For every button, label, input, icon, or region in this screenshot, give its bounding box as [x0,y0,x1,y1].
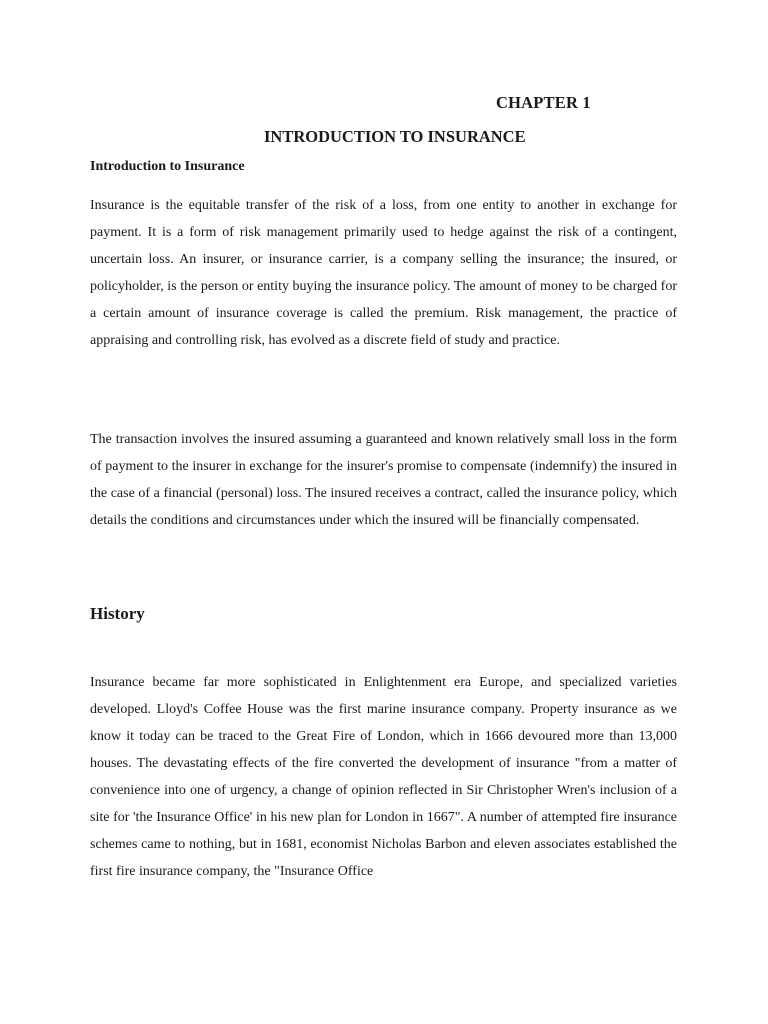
intro-paragraph-2: The transaction involves the insured assuming a guaranteed and known relatively small loss in the form of payment to the insurer in exchange for the insurer's promise to compensate (indemnify) the insured in the case of a financial (personal) loss. The insured receives a contract, called the insurance policy, which details the conditions and circumstances under which the insured will be financially compensated. [90,432,677,528]
history-heading: History [90,604,145,623]
chapter-label: CHAPTER 1 [496,93,591,112]
section-subheading: Introduction to Insurance [90,159,245,174]
chapter-title: INTRODUCTION TO INSURANCE [264,127,526,146]
history-paragraph: Insurance became far more sophisticated in Enlightenment era Europe, and specialized varieties developed. Lloyd's Coffee House was the first marine insurance company. Property insurance as we know it today can be traced to the Great Fire of London, which in 1666 devoured more than 13,000 houses. The devastating effects of the fire converted the development of insurance "from a matter of convenience into one of urgency, a change of opinion reflected in Sir Christopher Wren's inclusion of a site for 'the Insurance Office' in his new plan for London in 1667". A number of attempted fire insurance schemes came to nothing, but in 1681, economist Nicholas Barbon and eleven associates established the first fire insurance company, the "Insurance Office [90,675,677,879]
intro-paragraph-1: Insurance is the equitable transfer of the risk of a loss, from one entity to another in exchange for payment. It is a form of risk management primarily used to hedge against the risk of a contingent, uncertain loss. An insurer, or insurance carrier, is a company selling the insurance; the insured, or policyholder, is the person or entity buying the insurance policy. The amount of money to be charged for a certain amount of insurance coverage is called the premium. Risk management, the practice of appraising and controlling risk, has evolved as a discrete field of study and practice. [90,198,677,348]
